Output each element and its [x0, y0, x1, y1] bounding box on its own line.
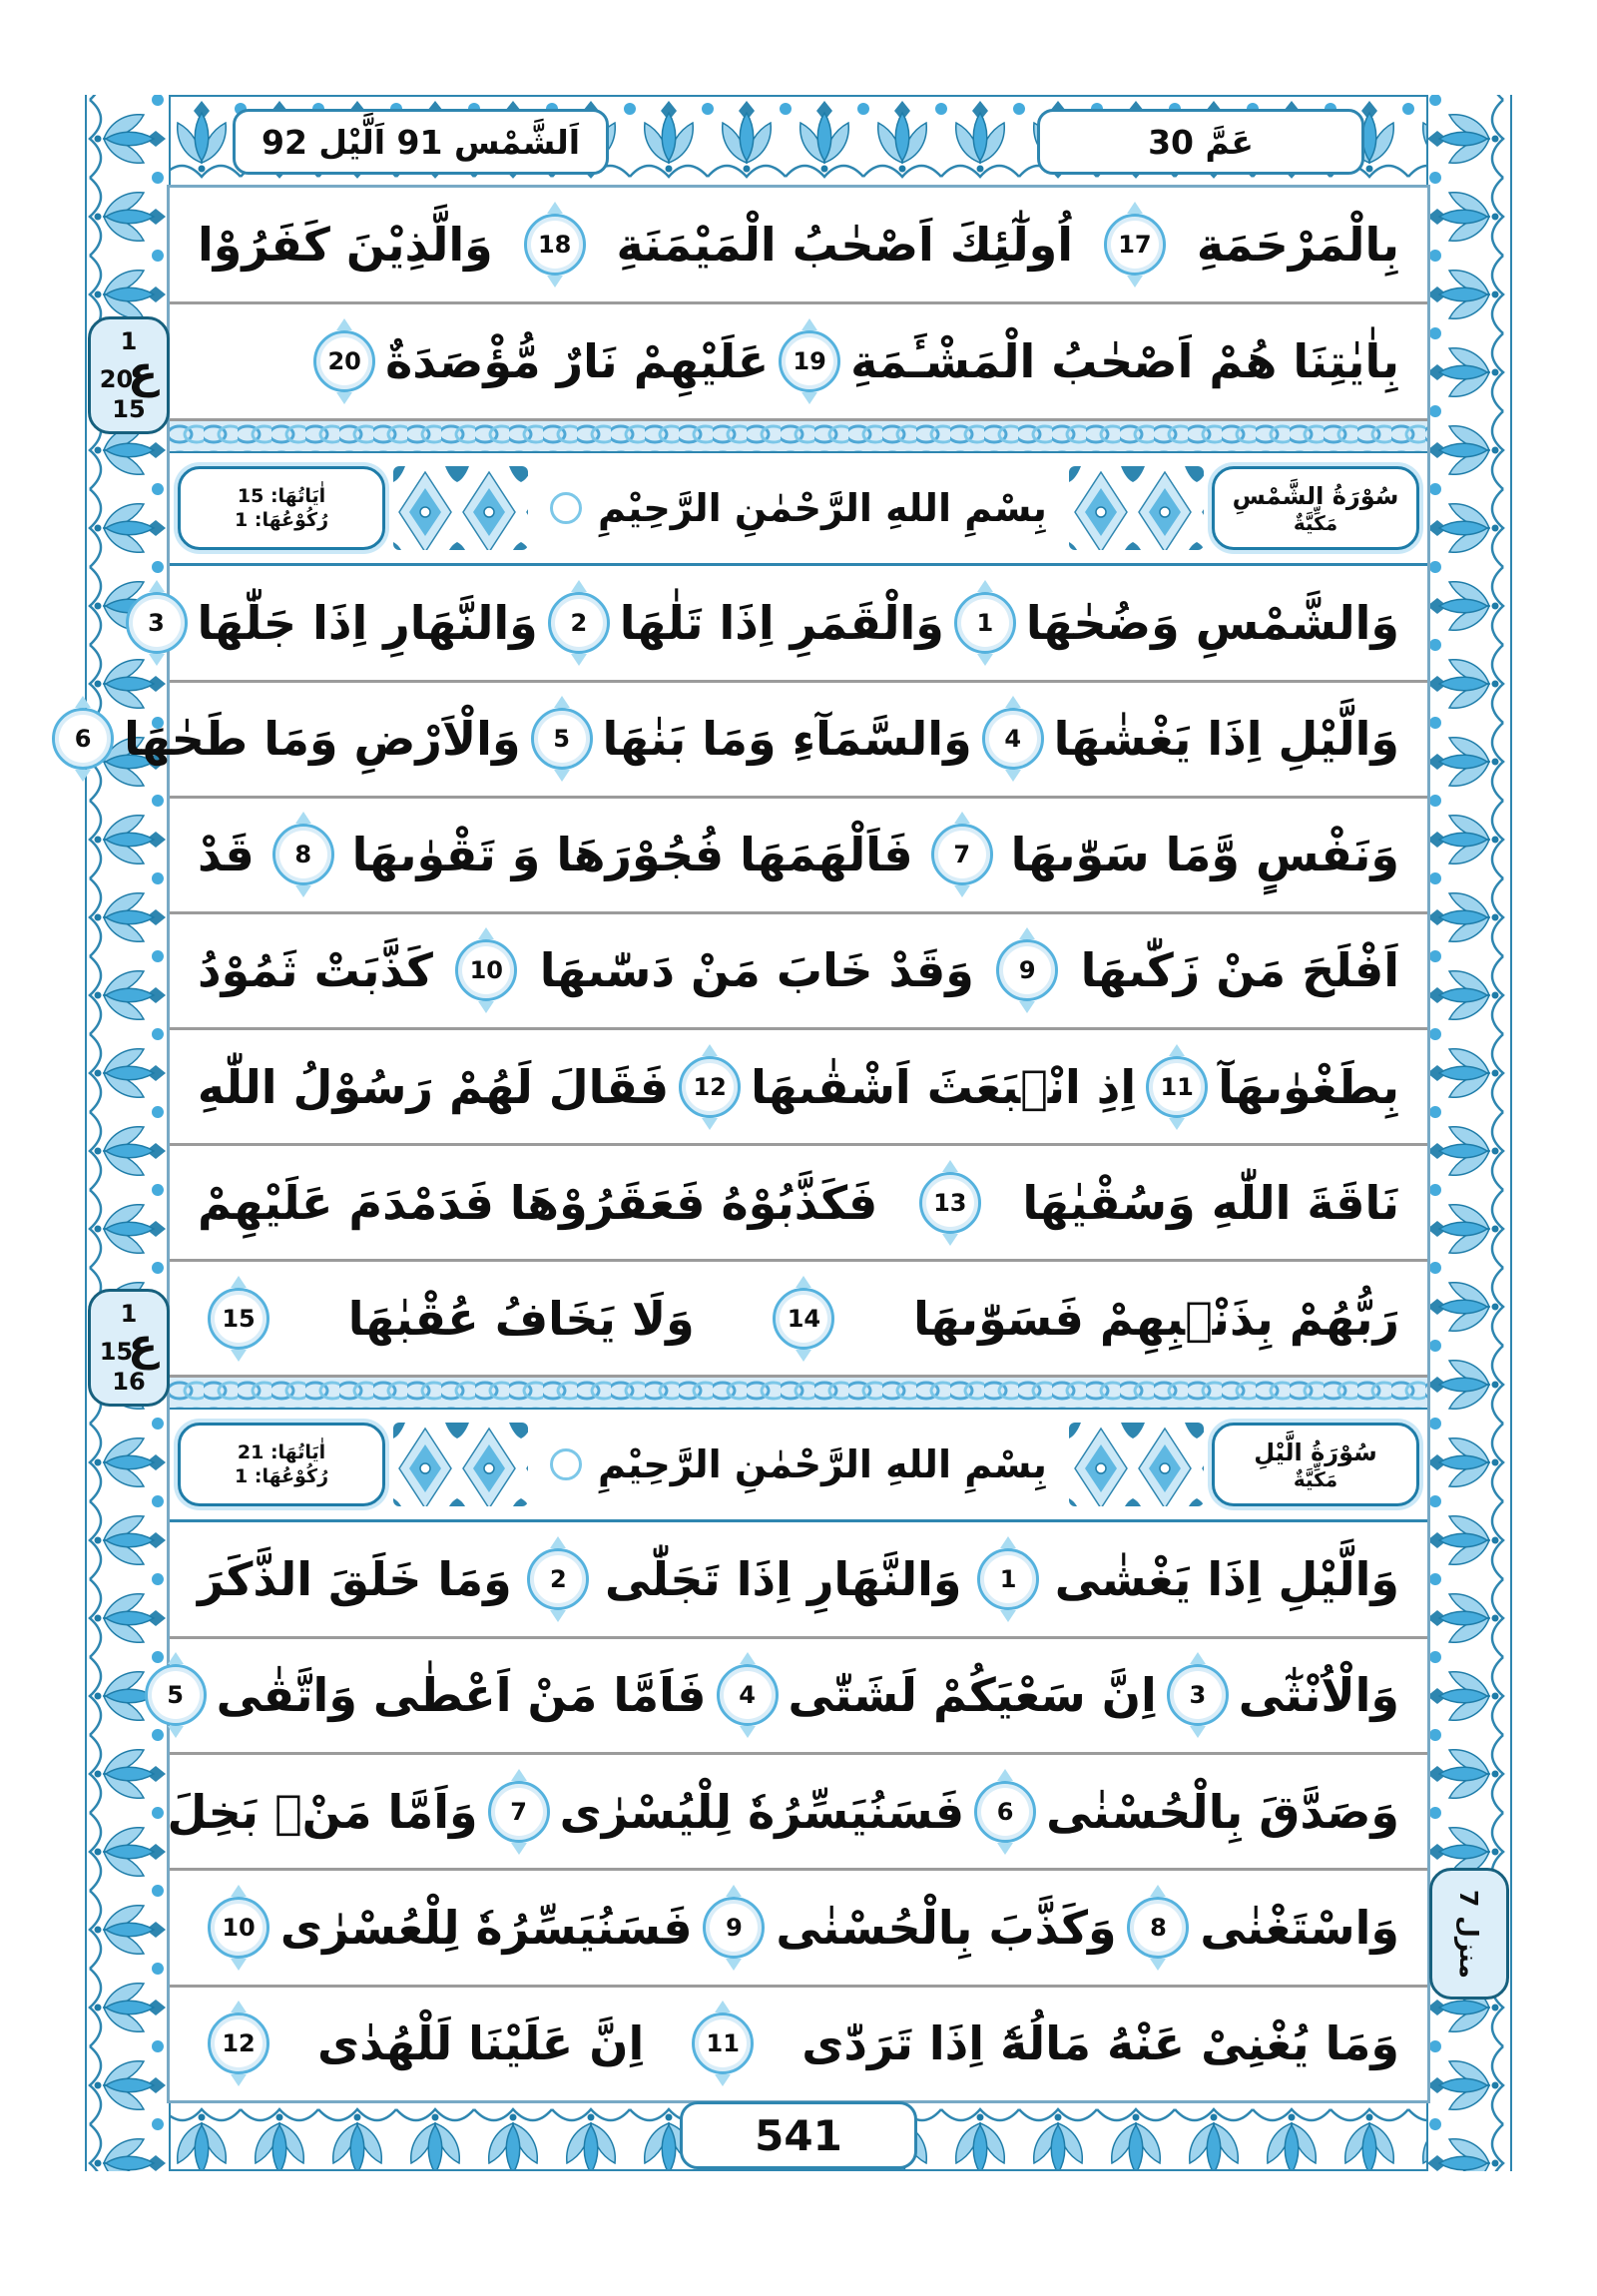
- ayah-number: 18: [537, 231, 572, 260]
- ruku-count: رُكُوْعُهَا: 1: [235, 509, 329, 532]
- juz-tab: عَمَّ 30: [1037, 109, 1364, 175]
- bismillah-text: بِسْمِ اللهِ الرَّحْمٰنِ الرَّحِيْمِ: [598, 486, 1047, 531]
- bismillah-end-circle: [550, 1448, 582, 1480]
- surah-balad-lines: [170, 188, 1427, 418]
- quran-line: [170, 796, 1427, 911]
- bismillah-end-circle: [550, 492, 582, 524]
- ruku-marker-1: [88, 316, 170, 434]
- ruku-inner-number: 20: [99, 365, 134, 393]
- ayah-number-medallion: [703, 1897, 765, 1959]
- ayah-number-medallion: [455, 939, 517, 1001]
- verse-text: وَالَّيْلِ اِذَا يَغْشٰهَا: [1053, 712, 1399, 767]
- surah-names-tab: اَلشَّمْس 91 اَلَّيْل 92: [233, 109, 609, 175]
- ayah-number: 8: [294, 841, 312, 869]
- verse-text: وَالَّيْلِ اِذَا يَغْشٰى: [1054, 1552, 1399, 1607]
- ayah-number: 9: [726, 1914, 743, 1943]
- verse-text: وَنَفْسٍ وَّمَا سَوّٰىهَا: [1010, 828, 1399, 882]
- verse-text: وَمَا يُغْنِىْ عَنْهُ مَالُهٗٓ اِذَا تَرَدّٰى: [801, 2016, 1399, 2071]
- ayah-number-medallion: [1146, 1056, 1208, 1118]
- ayah-number-medallion: [779, 330, 840, 392]
- ayah-number: 4: [739, 1681, 756, 1710]
- ayah-number: 12: [693, 1072, 727, 1101]
- ayah-number-medallion: [996, 939, 1058, 1001]
- ayah-number-medallion: [527, 1548, 589, 1610]
- verse-text: بِطَغْوٰىهَآ: [1218, 1059, 1399, 1114]
- rope-separator: [170, 1375, 1427, 1410]
- quran-line: [167, 1636, 1427, 1752]
- surah-name: سُوْرَةُ الشَّمْسِ: [1232, 482, 1399, 511]
- quran-line: [170, 1522, 1427, 1635]
- verse-text: عَلَيْهِمْ نَارٌ مُّؤْصَدَةٌ: [385, 334, 770, 389]
- quran-line: [170, 188, 1427, 301]
- ayah-number: 7: [953, 841, 971, 869]
- ayah-number: 19: [793, 347, 826, 376]
- ayah-number: 10: [222, 1914, 256, 1943]
- quran-line: [170, 301, 1427, 418]
- verse-text: اِنَّ سَعْيَكُمْ لَشَتّٰى: [788, 1668, 1157, 1723]
- ayah-number-medallion: [524, 214, 586, 276]
- ayat-count: اٰيَاتُهَا: 15: [237, 484, 326, 507]
- ayat-count: اٰيَاتُهَا: 21: [237, 1440, 326, 1463]
- quran-line: [170, 1868, 1427, 1984]
- ayah-number: 2: [570, 608, 588, 637]
- revelation-type: مَكِّيَّةٌ: [1293, 1466, 1338, 1491]
- verse-text: اَفْلَحَ مَنْ زَكّٰىهَا: [1080, 943, 1399, 998]
- ain-glyph: ع: [128, 347, 159, 398]
- quran-line: [170, 1027, 1427, 1143]
- verse-text: وَكَذَّبَ بِالْحُسْنٰى: [776, 1901, 1117, 1956]
- ayah-number-medallion: [974, 1781, 1036, 1843]
- ruku-ain-group: [99, 1320, 159, 1371]
- ain-glyph: ع: [128, 1320, 159, 1371]
- verse-text: وَاسْتَغْنٰى: [1200, 1901, 1399, 1956]
- ayah-number: 7: [510, 1797, 527, 1826]
- arabesque-ornament: [393, 466, 528, 550]
- quran-line: [167, 1752, 1427, 1868]
- verse-text: فَاَمَّا مَنْ اَعْطٰى وَاتَّقٰى: [216, 1668, 707, 1723]
- ayah-number-medallion: [679, 1056, 741, 1118]
- ayah-number-medallion: [548, 592, 610, 654]
- verse-text: وَمَا خَلَقَ الذَّكَرَ: [198, 1552, 512, 1607]
- ayah-number-medallion: [692, 2012, 754, 2074]
- ayah-number-medallion: [488, 1781, 550, 1843]
- ayah-number-medallion: [977, 1548, 1039, 1610]
- ayah-number-medallion: [954, 592, 1016, 654]
- verse-text: اِنَّ عَلَيْنَا لَلْهُدٰى: [317, 2016, 645, 2071]
- verse-text: وَالشَّمْسِ وَضُحٰهَا: [1025, 595, 1399, 650]
- quran-line: [170, 911, 1427, 1027]
- verse-text: اِذِ انْۢبَعَثَ اَشْقٰىهَا: [751, 1059, 1137, 1114]
- verse-text: اُولٰٓئِكَ اَصْحٰبُ الْمَيْمَنَةِ: [616, 218, 1074, 273]
- manzil-marker: [1429, 1868, 1509, 2000]
- arabesque-ornament: [1069, 466, 1204, 550]
- ayah-number: 3: [1189, 1681, 1207, 1710]
- ayah-number: 11: [1160, 1072, 1194, 1101]
- ayah-number-medallion: [208, 1288, 269, 1350]
- mushaf-page: [74, 95, 1512, 2171]
- ayah-number-medallion: [313, 330, 375, 392]
- surah-info-cartouche: [178, 466, 385, 550]
- surah-layl-lines: [167, 1522, 1427, 2100]
- verse-text: وَلَا يَخَافُ عُقْبٰهَا: [347, 1291, 695, 1346]
- surah-name: سُوْرَةُ الَّيْلِ: [1254, 1438, 1377, 1467]
- surah-band-layl: [170, 1375, 1427, 1522]
- ayah-number: 17: [1118, 231, 1152, 260]
- ayah-number-medallion: [145, 1664, 207, 1726]
- ayah-number: 12: [222, 2029, 256, 2058]
- surah-info-cartouche: [178, 1423, 385, 1506]
- ruku-count: رُكُوْعُهَا: 1: [235, 1465, 329, 1488]
- verse-text: كَذَّبَتْ ثَمُوْدُ: [198, 943, 433, 998]
- manzil-label: منزل 7: [1454, 1889, 1484, 1979]
- ayah-number-medallion: [272, 824, 334, 885]
- quran-line: [148, 566, 1427, 679]
- ayah-number: 10: [469, 956, 503, 985]
- verse-text: وَالنَّهَارِ اِذَا تَجَلّٰى: [605, 1552, 962, 1607]
- ayah-number-medallion: [208, 2012, 269, 2074]
- ruku-count-bottom: 15: [112, 395, 146, 423]
- page-number: 541: [680, 2101, 917, 2169]
- ayah-number: 20: [327, 347, 361, 376]
- quran-line: [170, 1985, 1427, 2100]
- verse-text: وَالْقَمَرِ اِذَا تَلٰهَا: [619, 595, 944, 650]
- verse-text: وَالَّذِيْنَ كَفَرُوْا: [198, 218, 493, 273]
- ayah-number: 15: [222, 1304, 256, 1333]
- ruku-ain-group: [99, 347, 159, 398]
- quran-line: [170, 1143, 1427, 1259]
- ruku-marker-2: [88, 1289, 170, 1407]
- arabesque-ornament: [1069, 1423, 1204, 1506]
- ayah-number: 5: [553, 725, 570, 754]
- ayah-number-medallion: [531, 708, 593, 770]
- verse-text: فَسَنُيَسِّرُهٗ لِلْعُسْرٰى: [279, 1901, 693, 1956]
- verse-text: وَالنَّهَارِ اِذَا جَلّٰهَا: [197, 595, 538, 650]
- revelation-type: مَكِّيَّةٌ: [1293, 510, 1338, 535]
- ayah-number: 1: [976, 608, 994, 637]
- verse-text: قَدْ: [198, 828, 255, 882]
- verse-text: وَالْاُنْثٰٓى: [1238, 1668, 1399, 1723]
- ayah-number: 5: [167, 1681, 184, 1710]
- bismillah-text: بِسْمِ اللهِ الرَّحْمٰنِ الرَّحِيْمِ: [598, 1442, 1047, 1487]
- arabesque-ornament: [393, 1423, 528, 1506]
- ayah-number: 4: [1004, 725, 1022, 754]
- ayah-number-medallion: [1104, 214, 1166, 276]
- bismillah-group: [536, 1442, 1061, 1486]
- surah-title-cartouche: [1212, 1423, 1419, 1506]
- verse-text: فَسَنُيَسِّرُهٗ لِلْيُسْرٰى: [559, 1784, 965, 1839]
- quran-line: [170, 1259, 1427, 1375]
- ayah-number-medallion: [717, 1664, 779, 1726]
- ayah-number-medallion: [982, 708, 1044, 770]
- ayah-number-medallion: [208, 1897, 269, 1959]
- ayah-number-medallion: [919, 1172, 981, 1234]
- ayah-number-medallion: [126, 592, 188, 654]
- verse-text: وَاَمَّا مَنْۢ بَخِلَ: [167, 1784, 478, 1839]
- ayah-number: 6: [996, 1797, 1014, 1826]
- ayah-number: 8: [1150, 1914, 1167, 1943]
- ruku-count-top: 1: [120, 326, 138, 355]
- verse-text: بِالْمَرْحَمَةِ: [1196, 218, 1399, 273]
- verse-text: فَاَلْهَمَهَا فُجُوْرَهَا وَ تَقْوٰىهَا: [351, 828, 913, 882]
- ayah-number: 9: [1018, 956, 1036, 985]
- ayah-number: 1: [999, 1565, 1017, 1594]
- ruku-count-bottom: 16: [112, 1368, 146, 1396]
- verse-text: فَقَالَ لَهُمْ رَسُوْلُ اللّٰهِ: [197, 1059, 670, 1114]
- verse-text: وَقَدْ خَابَ مَنْ دَسّٰىهَا: [539, 943, 974, 998]
- ayah-number: 14: [787, 1304, 821, 1333]
- ayah-number-medallion: [773, 1288, 834, 1350]
- surah-title-cartouche: [1212, 466, 1419, 550]
- ayah-number: 11: [706, 2029, 740, 2058]
- rope-separator: [170, 418, 1427, 453]
- verse-text: وَالسَّمَآءِ وَمَا بَنٰهَا: [602, 712, 972, 767]
- bismillah-group: [536, 486, 1061, 530]
- ayah-number: 13: [933, 1188, 967, 1217]
- ayah-number-medallion: [1127, 1897, 1189, 1959]
- verse-text: نَاقَةَ اللّٰهِ وَسُقْيٰهَا: [1022, 1175, 1399, 1230]
- verse-text: وَصَدَّقَ بِالْحُسْنٰى: [1046, 1784, 1399, 1839]
- verse-text: بِاٰيٰتِنَا هُمْ اَصْحٰبُ الْمَشْـَٔمَةِ: [850, 334, 1399, 389]
- ruku-inner-number: 15: [99, 1338, 134, 1366]
- verse-text: رَبُّهُمْ بِذَنْۢبِهِمْ فَسَوّٰىهَا: [913, 1291, 1399, 1346]
- surah-band-shams: [170, 418, 1427, 566]
- surah-shams-lines: [74, 566, 1427, 1375]
- ayah-number-medallion: [931, 824, 993, 885]
- decorative-border-right: [1426, 95, 1512, 2171]
- quran-line: [74, 680, 1427, 796]
- ayah-number: 2: [550, 1565, 567, 1594]
- ayah-number: 6: [74, 725, 92, 754]
- ayah-number-medallion: [52, 708, 114, 770]
- ayah-number-medallion: [1167, 1664, 1229, 1726]
- verse-text: وَالْاَرْضِ وَمَا طَحٰهَا: [124, 712, 521, 767]
- ayah-number: 3: [148, 608, 165, 637]
- ruku-count-top: 1: [120, 1299, 138, 1328]
- verse-text: فَكَذَّبُوْهُ فَعَقَرُوْهَا فَدَمْدَمَ عَلَيْهِمْ: [198, 1175, 878, 1230]
